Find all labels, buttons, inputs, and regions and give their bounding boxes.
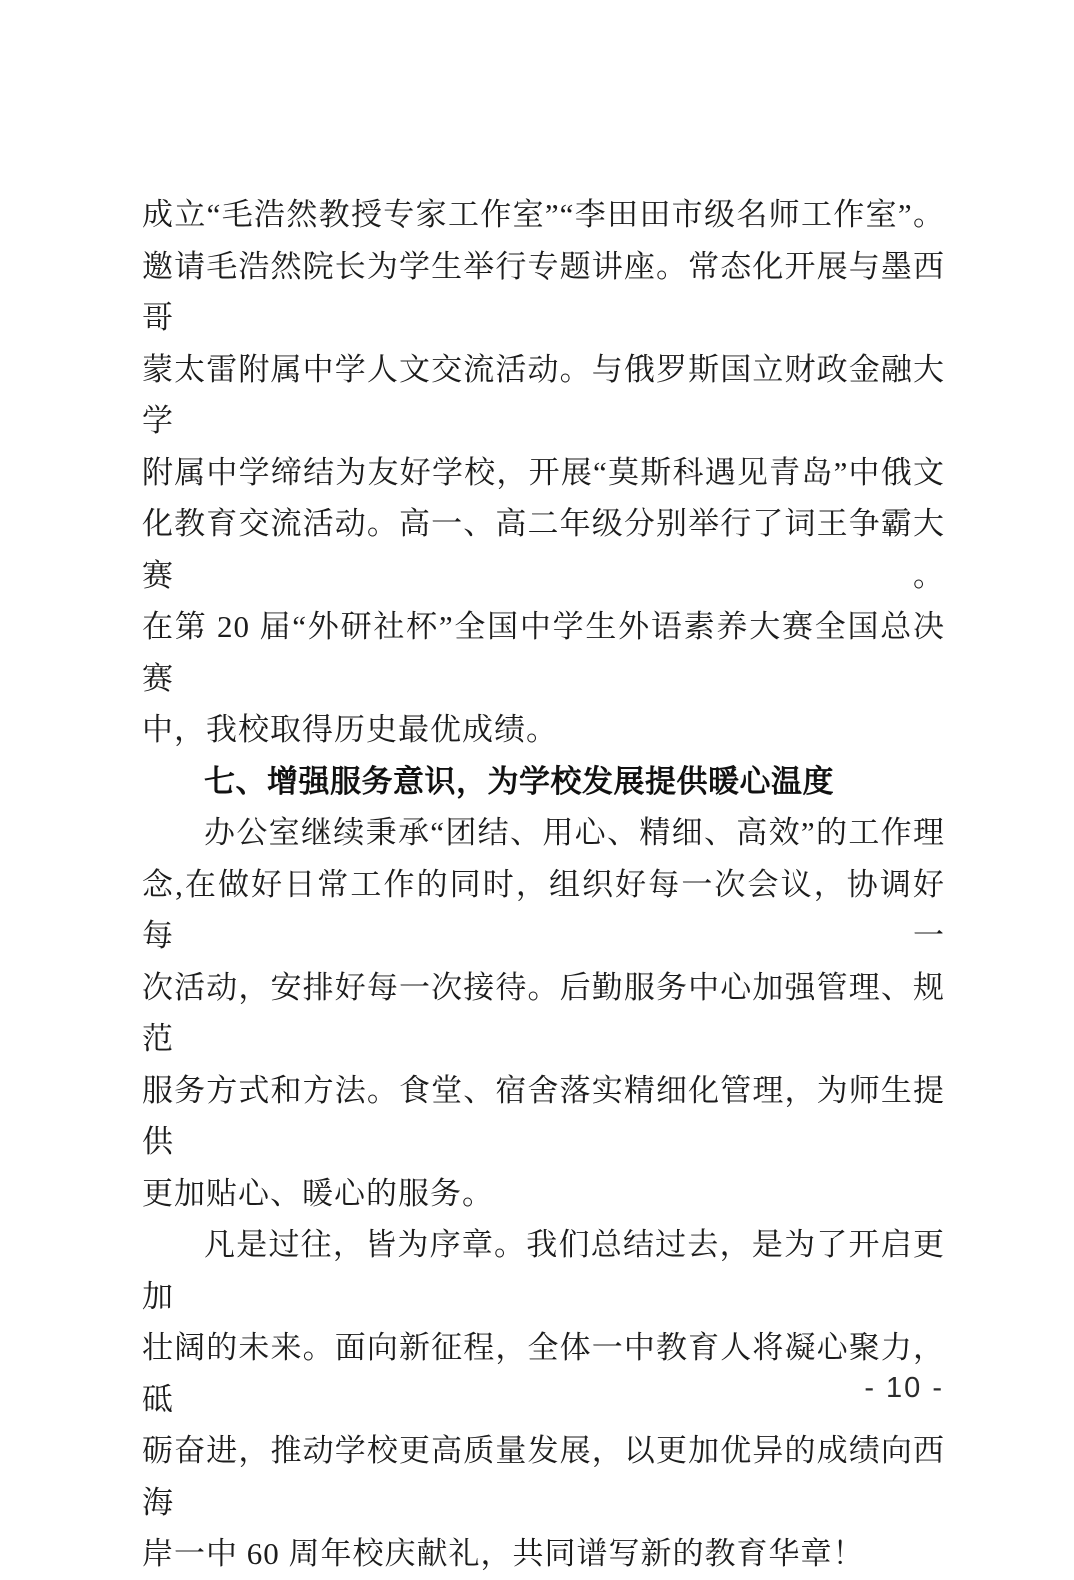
paragraph-line: 岸一中 60 周年校庆献礼，共同谱写新的教育华章！ <box>142 1536 865 1571</box>
paragraph-line: 服务方式和方法。食堂、宿舍落实精细化管理，为师生提供 <box>142 1072 945 1159</box>
paragraph-line: 化教育交流活动。高一、高二年级分别举行了词王争霸大赛。 <box>142 506 945 593</box>
paragraph-line: 壮阔的未来。面向新征程，全体一中教育人将凝心聚力，砥 <box>142 1330 945 1417</box>
paragraph-line: 邀请毛浩然院长为学生举行专题讲座。常态化开展与墨西哥 <box>142 248 945 335</box>
paragraph-line: 在第 20 届“外研社杯”全国中学生外语素养大赛全国总决赛 <box>142 609 945 696</box>
paragraph-line: 成立“毛浩然教授专家工作室”“李田田市级名师工作室”。 <box>142 197 945 232</box>
paragraph-line: 更加贴心、暖心的服务。 <box>142 1175 494 1211</box>
paragraph-line: 次活动，安排好每一次接待。后勤服务中心加强管理、规范 <box>142 969 945 1056</box>
page-number: - 10 - <box>864 1372 944 1404</box>
section-heading: 七、增强服务意识，为学校发展提供暖心温度 <box>204 763 834 799</box>
paragraph-line: 凡是过往，皆为序章。我们总结过去，是为了开启更加 <box>142 1227 945 1314</box>
paragraph-line: 念,在做好日常工作的同时，组织好每一次会议，协调好每一 <box>142 866 945 953</box>
paragraph-line: 附属中学缔结为友好学校，开展“莫斯科遇见青岛”中俄文 <box>142 454 945 490</box>
paragraph-line: 蒙太雷附属中学人文交流活动。与俄罗斯国立财政金融大学 <box>142 351 945 438</box>
paragraph-line: 砺奋进，推动学校更高质量发展，以更加优异的成绩向西海 <box>142 1433 945 1520</box>
document-content <box>142 189 945 1580</box>
paragraph-line: 办公室继续秉承“团结、用心、精细、高效”的工作理 <box>204 815 945 850</box>
paragraph-line: 中，我校取得历史最优成绩。 <box>142 712 558 747</box>
